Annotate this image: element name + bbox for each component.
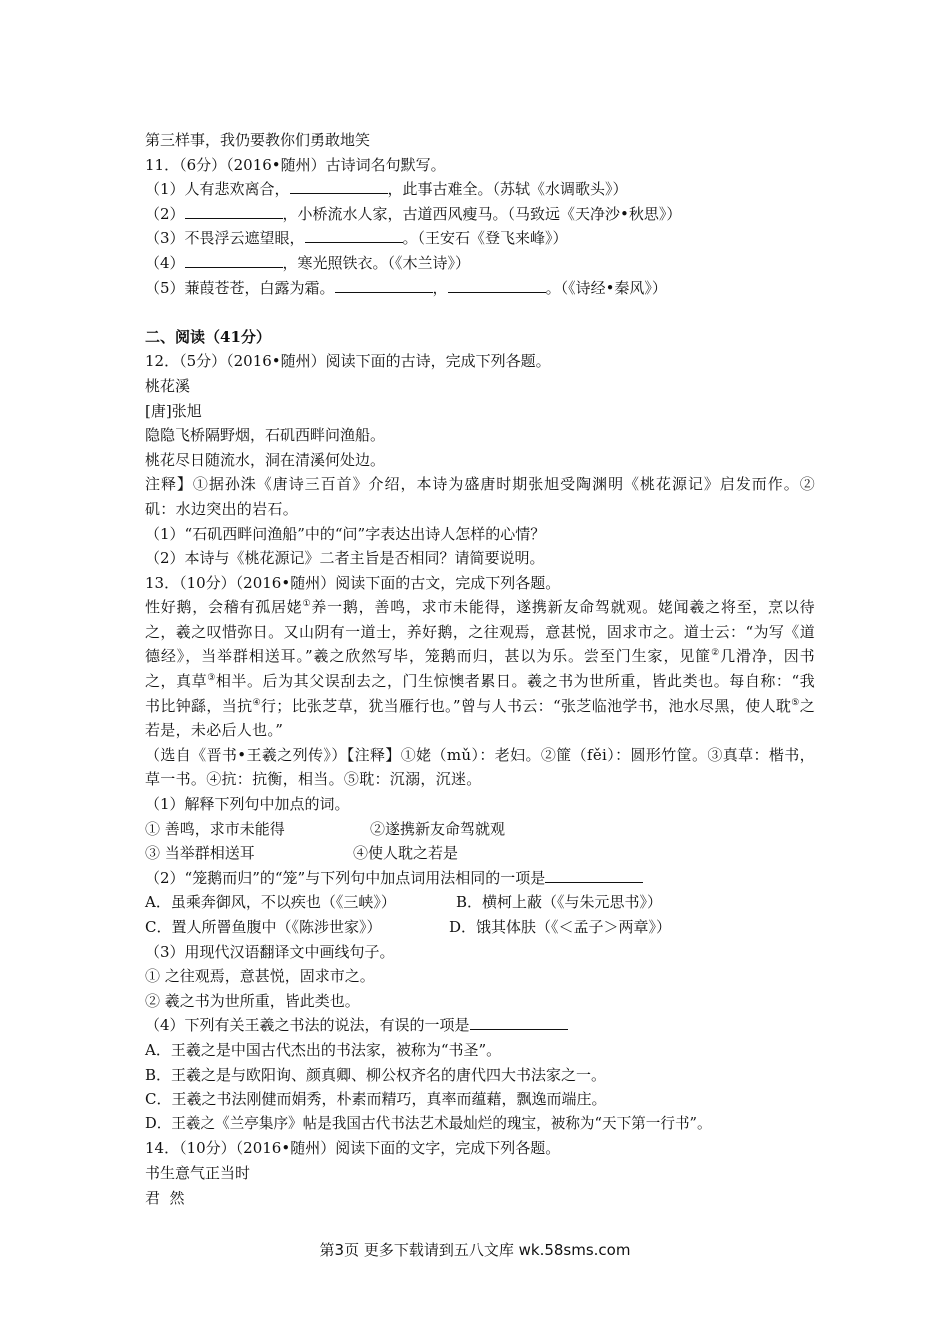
question-13-item-1: （1）解释下列句中加点的词。 (145, 795, 350, 814)
section-heading: 二、阅读（41分） (145, 327, 271, 346)
passage-notes: （选自《晋书•王羲之列传》）【注释】①姥（mǔ）：老妇。②篚（fěi）：圆形竹筐。③真草：楷书，草一书。④抗：抗衡，相当。⑤耽：沉溺，沉迷。 (145, 745, 815, 789)
question-11-item-5: （5）蒹葭苍苍，白露为霜。 ， 。（《诗经•秦风》） (145, 278, 667, 297)
question-13: 13．（10分）（2016•随州）阅读下面的古文，完成下列各题。 (145, 573, 561, 592)
word-pair: ③ 当举群相送耳 ④使人耽之若是 (145, 844, 459, 863)
question-11-item-4: （4） ，寒光照铁衣。（《木兰诗》） (145, 253, 471, 272)
word-pair: ① 善鸣，求市未能得 ②遂携新友命驾就观 (145, 819, 506, 838)
answer-blank (185, 253, 283, 268)
question-13-item-4: （4）下列有关王羲之书法的说法，有误的一项是 (145, 1013, 815, 1038)
text-line: 第三样事，我仍要教你们勇敢地笑 (145, 131, 371, 149)
question-11-item-2: （2） ，小桥流水人家，古道西风瘦马。（马致远《天净沙•秋思》） (145, 204, 682, 223)
choice-row: A．虽乘奔御风，不以疾也（《三峡》） B．横柯上蔽（《与朱元思书》） (145, 893, 663, 912)
answer-blank (448, 278, 546, 293)
essay-title: 书生意气正当时 (145, 1163, 251, 1182)
answer-blank (305, 228, 403, 243)
choice-row: C．置人所罾鱼腹中（《陈涉世家》） D．饿其体肤（《＜孟子＞两章》） (145, 918, 672, 936)
poem-title: 桃花溪 (145, 376, 191, 395)
question-14: 14．（10分）（2016•随州）阅读下面的文字，完成下列各题。 (145, 1139, 561, 1158)
translation-sentence: ① 之往观焉，意甚悦，固求市之。 (145, 967, 375, 986)
poem-line: 桃花尽日随流水，洞在清溪何处边。 (145, 450, 386, 469)
question-12-item-1: （1）“石矶西畔问渔船”中的“问”字表达出诗人怎样的心情？ (145, 524, 546, 543)
question-11: 11．（6分）（2016•随州）古诗词名句默写。 (145, 155, 446, 174)
question-13-item-3: （3）用现代汉语翻译文中画线句子。 (145, 942, 395, 961)
question-12-item-2: （2）本诗与《桃花源记》二者主旨是否相同？请简要说明。 (145, 549, 545, 568)
choice-C: C．王羲之书法刚健而娟秀，朴素而精巧，真率而蕴藉，飘逸而端庄。 (145, 1090, 607, 1109)
answer-blank (335, 278, 433, 293)
choice-B: B．王羲之是与欧阳询、颜真卿、柳公权齐名的唐代四大书法家之一。 (145, 1065, 607, 1084)
question-11-item-3: （3）不畏浮云遮望眼， 。（王安石《登飞来峰》） (145, 229, 568, 248)
answer-blank (545, 868, 643, 883)
question-13-item-2: （2）“笼鹅而归”的“笼”与下列句中加点词用法相同的一项是 (145, 866, 815, 891)
poem-author: [唐]张旭 (145, 401, 202, 420)
page-footer: 第3页 更多下载请到五八文库 wk.58sms.com (319, 1241, 631, 1259)
answer-blank (290, 179, 388, 194)
essay-author: 君 然 (145, 1188, 185, 1207)
page-content (145, 128, 815, 1210)
classical-passage: 性好鹅，会稽有孤居姥①养一鹅，善鸣，求市未能得，遂携新友命驾就观。姥闻羲之将至，烹以待之，羲之叹惜弥日。又山阴有一道士，养好鹅，之往观焉，意甚悦，固求市之。道士云：“为写《道德经》，当举群相送耳。”羲之欣然写毕，笼鹅而归，甚以为乐。尝至门生家，见篚②几滑净，因书之，真草③相半。后为其父误刮去之，门生惊懊者累日。羲之书为世所重，皆此类也。每自称：“我书比钟繇，当抗④行；比张芝草，犹当雁行也。”曾与人书云：“张芝临池学书，池水尽黑，使人耽⑤之若是，未必后人也。” (145, 598, 816, 740)
poem-line: 隐隐飞桥隔野烟，石矶西畔问渔船。 (145, 426, 386, 445)
answer-blank (470, 1015, 568, 1030)
poem-notes: 注释】①据孙洙《唐诗三百首》介绍，本诗为盛唐时期张旭受陶渊明《桃花源记》启发而作。②矶：水边突出的岩石。 (145, 475, 815, 518)
choice-D: D．王羲之《兰亭集序》帖是我国古代书法艺术最灿烂的瑰宝，被称为“天下第一行书”。 (145, 1114, 712, 1132)
question-11-item-1: （1）人有悲欢离合， ，此事古难全。（苏轼《水调歌头》） (145, 180, 628, 199)
translation-sentence: ② 羲之书为世所重，皆此类也。 (145, 991, 360, 1010)
question-12: 12．（5分）（2016•随州）阅读下面的古诗，完成下列各题。 (145, 352, 551, 371)
answer-blank (185, 204, 283, 219)
choice-A: A．王羲之是中国古代杰出的书法家，被称为“书圣”。 (145, 1040, 502, 1059)
